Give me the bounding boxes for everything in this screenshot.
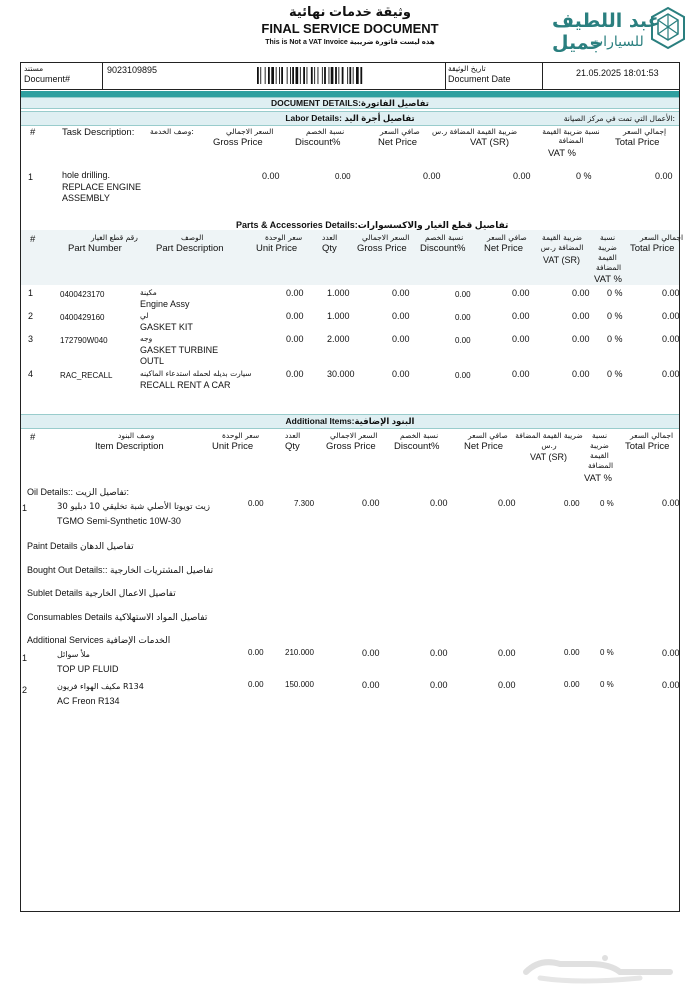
sublet-details-label: Sublet Details تفاصيل الاعمال الخارجية: [27, 588, 176, 598]
labor-col-total-ar: إجمالي السعر: [623, 127, 667, 136]
part-row-disc: 0.00: [455, 371, 471, 380]
labor-col-disc: Discount%: [295, 137, 341, 148]
parts-col-pd: Part Description: [156, 243, 224, 254]
parts-col-pn: Part Number: [68, 243, 122, 254]
oil-row-desc: TGMO Semi-Synthetic 10W-30: [57, 516, 181, 526]
part-row-num: 3: [28, 334, 34, 344]
title-arabic: وثيقة خدمات نهائية: [288, 4, 412, 19]
service-row-disc: 0.00: [430, 680, 448, 690]
part-row-number: RAC_RECALL: [60, 371, 113, 380]
add-col-vatp-ar2: ضريبة: [590, 441, 609, 450]
part-row-desc: GASKET KIT: [140, 322, 193, 332]
service-row-net: 0.00: [498, 648, 516, 658]
service-row-qty: 210.000: [285, 648, 314, 657]
part-row-desc: GASKET TURBINE: [140, 345, 219, 355]
service-row-unit-price: 0.00: [248, 680, 264, 689]
part-row-qty: 30.000: [327, 369, 355, 379]
part-row-total: 0.00: [662, 369, 680, 379]
parts-col-pn-ar: رقم قطع الغيار: [91, 233, 138, 242]
service-row-vatsr: 0.00: [564, 648, 580, 657]
labor-section-header: [21, 111, 679, 126]
service-row-num: 2: [22, 685, 28, 695]
additional-services-label: Additional Services الخدمات الإضافية: [27, 635, 171, 645]
service-row-desc: AC Freon R134: [57, 696, 120, 706]
parts-col-vatp-ar1: نسبة: [600, 233, 616, 242]
part-row-desc-ar: مكينة: [140, 288, 157, 297]
part-row-vatsr: 0.00: [572, 311, 590, 321]
part-row-desc-ar: سيارت بديله لحمله استدعاء الماكينه: [140, 369, 252, 378]
bought-out-details-label: Bought Out Details:: تفاصيل المشتريات الخارجية: [27, 565, 214, 575]
parts-col-gross: Gross Price: [357, 243, 407, 254]
labor-col-net: Net Price: [378, 137, 418, 148]
add-col-up: Unit Price: [212, 441, 254, 452]
part-row-vatsr: 0.00: [572, 369, 590, 379]
add-col-vatp-ar3: القيمة: [590, 451, 609, 460]
part-row-vatsr: 0.00: [572, 334, 590, 344]
labor-section-title: Labor Details: تفاصيل أجرة اليد: [285, 113, 415, 123]
add-col-id-ar: وصف البنود: [118, 431, 155, 440]
part-row-total: 0.00: [662, 311, 680, 321]
labor-row-desc3: ASSEMBLY: [62, 193, 110, 203]
doc-number-label-ar: مستند: [24, 64, 44, 73]
add-col-total: Total Price: [625, 441, 670, 452]
part-row-gross: 0.00: [392, 334, 410, 344]
oil-row-total: 0.00: [662, 498, 680, 508]
labor-row-desc1: hole drilling.: [62, 170, 111, 180]
company-logo: [508, 6, 688, 56]
oil-row-disc: 0.00: [430, 498, 448, 508]
part-row-disc: 0.00: [455, 336, 471, 345]
part-row-number: 0400423170: [60, 290, 105, 299]
part-row-unit-price: 0.00: [286, 369, 304, 379]
parts-col-up: Unit Price: [256, 243, 298, 254]
add-col-gross: Gross Price: [326, 441, 376, 452]
part-row-disc: 0.00: [455, 290, 471, 299]
labor-row-total: 0.00: [655, 171, 673, 181]
part-row-vatpct: 0 %: [607, 288, 623, 298]
part-row-net: 0.00: [512, 288, 530, 298]
labor-row-desc2: REPLACE ENGINE: [62, 182, 142, 192]
part-row-net: 0.00: [512, 311, 530, 321]
part-row-number: 0400429160: [60, 313, 105, 322]
add-col-vatsr-ar: ضريبة القيمة المضافة ر.س: [515, 431, 583, 450]
logo-text-top: عبد اللطيف جميل: [552, 10, 661, 54]
not-vat-invoice-note: This is Not a VAT Invoice هذه ليست فاتورة ضريبية: [265, 39, 435, 46]
labor-col-vatsr-ar: ضريبة القيمة المضافة ر.س: [432, 127, 518, 136]
parts-section-title: Parts & Accessories Details:تفاصيل قطع الغيار والاكسسوارات: [236, 220, 509, 230]
add-col-disc: Discount%: [394, 441, 440, 452]
part-row-desc-ar: وجه: [140, 334, 153, 343]
labor-col-net-ar: صافي السعر: [380, 127, 420, 136]
labor-col-vatpct: VAT %: [548, 148, 576, 159]
part-row-vatpct: 0 %: [607, 369, 623, 379]
service-row-disc: 0.00: [430, 648, 448, 658]
parts-col-vatp-ar2: ضريبة: [598, 243, 617, 252]
part-row-total: 0.00: [662, 288, 680, 298]
labor-col-task: Task Description:: [62, 127, 135, 138]
doc-date-value: 21.05.2025 18:01:53: [576, 68, 659, 78]
parts-col-up-ar: سعر الوحدة: [265, 233, 303, 242]
part-row-qty: 2.000: [327, 334, 350, 344]
additional-section-header: Additional Items:البنود الإضافية: [21, 414, 679, 429]
doc-date-label: Document Date: [448, 74, 511, 84]
logo-text-bottom: للسيارات: [590, 34, 644, 50]
part-row-desc2: OUTL: [140, 356, 165, 366]
labor-section-note: الأعمال التي تمت في مركز الصيانة:: [563, 114, 675, 123]
doc-date-label-ar: تاريخ الوثيقة: [448, 64, 486, 73]
part-row-unit-price: 0.00: [286, 311, 304, 321]
labor-row-disc: 0.00: [335, 172, 351, 181]
service-row-total: 0.00: [662, 680, 680, 690]
parts-col-vatsr-ar: ضريبة القيمة المضافة ر.س: [540, 233, 584, 252]
add-col-net: Net Price: [464, 441, 504, 452]
add-col-qty: Qty: [285, 441, 300, 452]
labor-row-vatsr: 0.00: [513, 171, 531, 181]
add-col-num: #: [30, 432, 36, 443]
add-col-vatp: VAT %: [584, 473, 612, 484]
parts-col-qty: Qty: [322, 243, 337, 254]
add-col-up-ar: سعر الوحدة: [222, 431, 260, 440]
parts-col-vatp: VAT %: [594, 274, 622, 285]
add-col-vatp-ar1: نسبة: [592, 431, 608, 440]
oil-row-up: 0.00: [248, 499, 264, 508]
service-row-desc-ar: ملأ سوائل: [57, 650, 90, 659]
labor-col-num: #: [30, 127, 36, 138]
add-col-vatsr: VAT (SR): [530, 452, 568, 462]
part-row-disc: 0.00: [455, 313, 471, 322]
parts-col-net: Net Price: [484, 243, 524, 254]
service-row-unit-price: 0.00: [248, 648, 264, 657]
service-row-vatpct: 0 %: [600, 680, 614, 689]
service-row-net: 0.00: [498, 680, 516, 690]
oil-row-desc-ar: زيت تويوتا الأصلي شبة تخليقي 10 دبليو 30: [57, 502, 210, 512]
add-col-net-ar: صافي السعر: [468, 431, 508, 440]
labor-col-disc-ar: نسبة الخصم: [306, 127, 345, 136]
haraj-watermark-icon: [520, 950, 680, 984]
service-row-gross: 0.00: [362, 680, 380, 690]
parts-col-pd-ar: الوصف: [181, 233, 204, 242]
service-row-num: 1: [22, 653, 28, 663]
service-row-desc-ar: مكيف الهواء فريون R134: [57, 682, 144, 691]
part-row-number: 172790W040: [60, 336, 108, 345]
parts-col-disc: Discount%: [420, 243, 466, 254]
part-row-num: 1: [28, 288, 34, 298]
parts-col-qty-ar: العدد: [322, 233, 338, 242]
oil-row-vatpct: 0 %: [600, 499, 614, 508]
part-row-gross: 0.00: [392, 288, 410, 298]
labor-row-vatpct: 0 %: [576, 171, 592, 181]
barcode-icon: [255, 67, 415, 84]
doc-number-value: 9023109895: [107, 65, 158, 75]
oil-row-gross: 0.00: [362, 498, 380, 508]
service-row-desc: TOP UP FLUID: [57, 664, 119, 674]
oil-row-num: 1: [22, 503, 28, 513]
parts-col-net-ar: صافي السعر: [487, 233, 527, 242]
oil-row-qty: 7.300: [294, 499, 315, 508]
part-row-gross: 0.00: [392, 369, 410, 379]
service-row-gross: 0.00: [362, 648, 380, 658]
part-row-vatsr: 0.00: [572, 288, 590, 298]
part-row-desc: RECALL RENT A CAR: [140, 380, 231, 390]
parts-col-num: #: [30, 234, 36, 245]
service-row-qty: 150.000: [285, 680, 314, 689]
add-col-gross-ar: السعر الاجمالي: [330, 431, 378, 440]
part-row-qty: 1.000: [327, 311, 350, 321]
parts-col-vatp-ar3: القيمة: [598, 253, 617, 262]
part-row-vatpct: 0 %: [607, 311, 623, 321]
labor-row-num: 1: [28, 172, 34, 182]
add-col-qty-ar: العدد: [285, 431, 301, 440]
labor-col-vatpct-ar: نسبة ضريبة القيمة المضافة: [542, 127, 600, 145]
consumables-details-label: Consumables Details تفاصيل المواد الاستهلاكية: [27, 612, 208, 622]
parts-col-disc-ar: نسبة الخصم: [425, 233, 464, 242]
doc-number-label: Document#: [24, 74, 71, 84]
paint-details-label: Paint Details تفاصيل الدهان: [27, 541, 134, 551]
part-row-net: 0.00: [512, 334, 530, 344]
part-row-num: 4: [28, 369, 34, 379]
add-col-vatp-ar4: المضافة: [588, 461, 614, 470]
service-row-total: 0.00: [662, 648, 680, 658]
part-row-unit-price: 0.00: [286, 288, 304, 298]
service-row-vatpct: 0 %: [600, 648, 614, 657]
part-row-qty: 1.000: [327, 288, 350, 298]
labor-row-gross: 0.00: [262, 171, 280, 181]
parts-col-gross-ar: السعر الاجمالي: [362, 233, 410, 242]
labor-col-gross: Gross Price: [213, 137, 263, 148]
title-english: FINAL SERVICE DOCUMENT: [261, 21, 439, 36]
labor-col-total: Total Price: [615, 137, 660, 148]
oil-row-vatsr: 0.00: [564, 499, 580, 508]
labor-col-task-ar: وصف الخدمة:: [150, 127, 194, 136]
parts-col-vatp-ar4: المضافة: [596, 263, 622, 272]
part-row-gross: 0.00: [392, 311, 410, 321]
part-row-desc: Engine Assy: [140, 299, 190, 309]
oil-details-label: Oil Details:: تفاصيل الزيت:: [27, 487, 130, 497]
parts-col-total: Total Price: [630, 243, 675, 254]
labor-row-net: 0.00: [423, 171, 441, 181]
part-row-num: 2: [28, 311, 34, 321]
add-col-disc-ar: نسبة الخصم: [400, 431, 439, 440]
part-row-total: 0.00: [662, 334, 680, 344]
oil-row-net: 0.00: [498, 498, 516, 508]
add-col-id: Item Description: [95, 441, 164, 452]
labor-col-vatsr: VAT (SR): [470, 137, 510, 148]
part-row-vatpct: 0 %: [607, 334, 623, 344]
add-col-total-ar: اجمالي السعر: [630, 431, 674, 440]
document-details-header: DOCUMENT DETAILS:تفاصيل الفاتورة: [21, 97, 679, 109]
part-row-unit-price: 0.00: [286, 334, 304, 344]
labor-col-gross-ar: السعر الاجمالي: [226, 127, 274, 136]
part-row-desc-ar: لي: [140, 311, 149, 320]
parts-col-vatsr: VAT (SR): [543, 255, 581, 265]
service-row-vatsr: 0.00: [564, 680, 580, 689]
parts-col-total-ar: اجمالي السعر: [640, 233, 684, 242]
part-row-net: 0.00: [512, 369, 530, 379]
